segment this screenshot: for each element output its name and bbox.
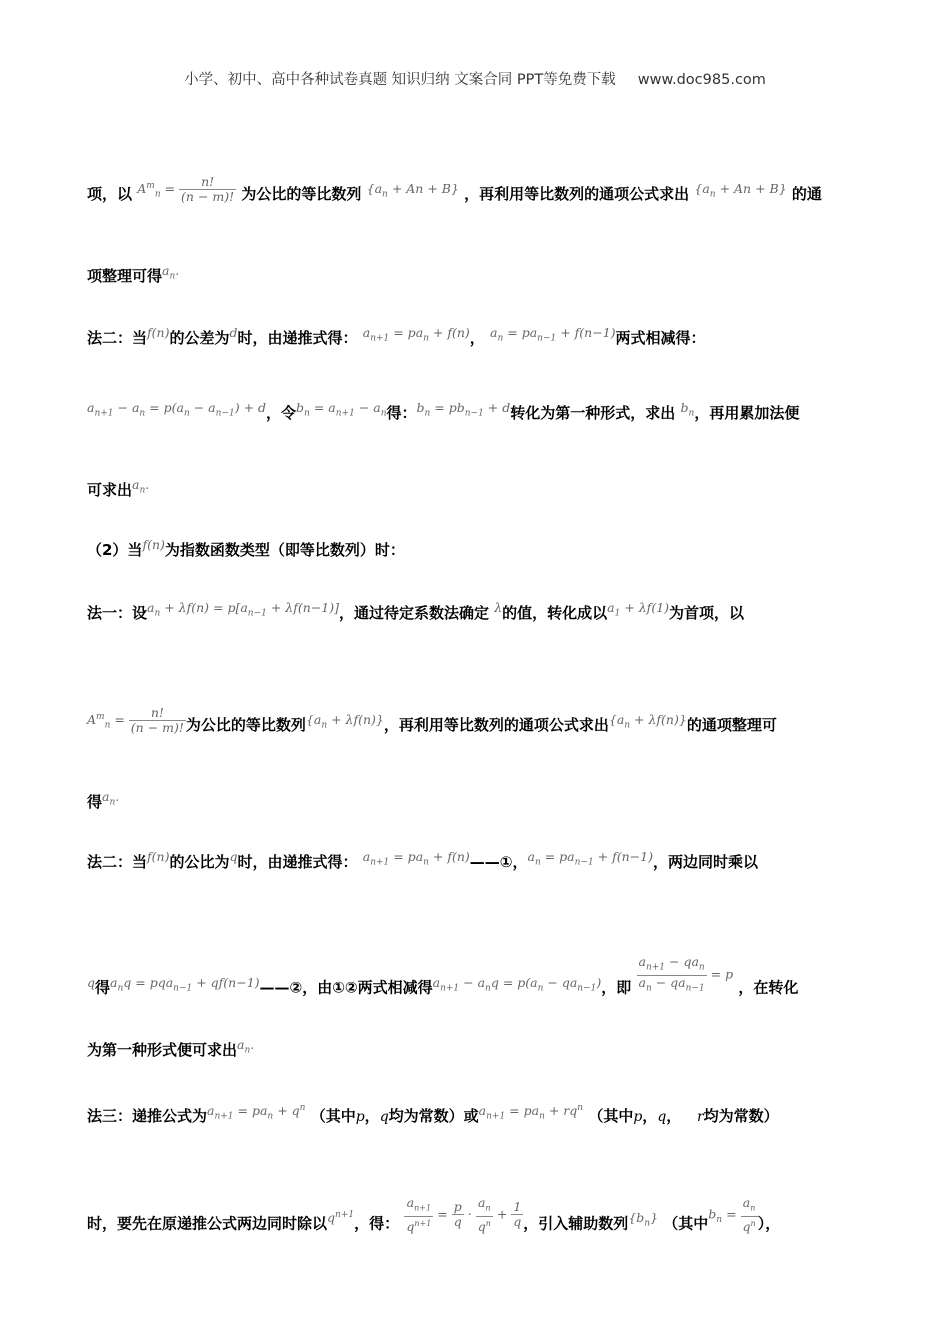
text: ，即 <box>601 978 632 997</box>
text: 为指数函数类型（即等比数列）时： <box>164 541 405 559</box>
math: $b_n = pb_{n-1} + d$ <box>416 400 511 419</box>
math: f(n) <box>142 537 165 552</box>
math: $a_nq = pqa_{n-1} + qf(n-1)$ <box>110 974 260 993</box>
math: $a_n = pa_{n-1} + f(n-1)$ <box>527 849 653 868</box>
text-line-6 <box>87 538 860 560</box>
text: 的通项整理可 <box>686 716 777 734</box>
math: $q^{n+1}$ <box>327 1210 355 1226</box>
text: 法二：当 <box>87 329 148 347</box>
text-line-8 <box>87 706 860 735</box>
page-header <box>0 68 950 89</box>
header-text: 小学、初中、高中各种试卷真题 知识归纳 文案合同 PPT等免费下载 <box>184 72 616 88</box>
text: ，在转化 <box>738 978 799 997</box>
text-line-13 <box>87 1101 860 1126</box>
math: $a_{n+1} = pa_n + f(n)$ <box>362 325 470 344</box>
text: ，两边同时乘以 <box>652 853 758 871</box>
math: q <box>379 1108 389 1125</box>
math: $a_n$. <box>102 789 120 808</box>
text-line-7 <box>87 601 860 623</box>
text: 法三：递推公式为 <box>87 1107 208 1126</box>
math: $b_n$ = $\frac{a_n}{q^n}$ <box>708 1195 756 1234</box>
text-line-12 <box>87 1038 860 1060</box>
math: q <box>657 1108 667 1125</box>
math: q <box>229 849 238 864</box>
fraction: $\frac{n!}{(n - m)!}$ <box>181 174 235 204</box>
text: 时，由递推式得： <box>237 853 358 871</box>
math: $a_{n+1} = pa_n + q^n$ <box>207 1103 306 1122</box>
math: $a_{n+1} = pa_n + f(n)$ <box>362 849 470 868</box>
text: 时，由递推式得： <box>237 329 358 347</box>
math: d <box>229 325 238 340</box>
text: ，通过待定系数法确定 <box>338 604 489 622</box>
math: p <box>355 1108 365 1125</box>
math: f(n) <box>147 849 170 864</box>
fraction: $\frac{n!}{(n - m)!}$ <box>130 705 184 735</box>
text: ，再用累加法便 <box>694 404 800 422</box>
text: （其中 <box>588 1107 634 1126</box>
text: 时，要先在原递推公式两边同时除以 <box>87 1214 328 1233</box>
text: 的公差为 <box>169 329 230 347</box>
text: 得： <box>386 404 417 422</box>
text: 法二：当 <box>87 853 148 871</box>
text: 项，以 <box>87 185 133 203</box>
math: $a_n + \lambda f(n) = p[a_{n-1} + \lambda f(n-1)]$ <box>147 600 339 619</box>
formula-A: $A^m_n$ = $\frac{n!}{(n - m)!}$ <box>137 174 235 204</box>
text: ——②，由①②两式相减得 <box>259 978 433 997</box>
text-line-1 <box>87 175 860 204</box>
formula-A: $A^m_n$ = $\frac{n!}{(n - m)!}$ <box>87 705 184 735</box>
text: 转化为第一种形式，求出 <box>510 404 676 422</box>
text: 的公比为 <box>169 853 230 871</box>
text: 法一：设 <box>87 604 148 622</box>
math: p <box>633 1108 643 1125</box>
text: 可求出 <box>87 481 133 499</box>
text: 项整理可得 <box>87 267 163 285</box>
text: 的值，转化成以 <box>502 604 608 622</box>
text-line-5 <box>87 478 860 500</box>
text-line-11 <box>87 955 860 998</box>
text: 均为常数）或 <box>388 1107 479 1126</box>
text: 为公比的等比数列 <box>185 716 306 734</box>
math: $\{b_n\}$ <box>628 1210 659 1229</box>
text: 得 <box>95 978 111 997</box>
math: $a_n$. <box>162 263 180 282</box>
math: $a_n$. <box>237 1037 255 1056</box>
text: 均为常数） <box>703 1107 779 1126</box>
text: ，再利用等比数列的通项公式求出 <box>383 716 609 734</box>
text: 为公比的等比数列 <box>241 185 362 203</box>
text-line-2 <box>87 264 860 286</box>
text: ——①， <box>469 853 528 871</box>
math: q <box>87 974 96 990</box>
text: ，令 <box>266 404 297 422</box>
text-line-10 <box>87 850 860 872</box>
math: f(n) <box>147 325 170 340</box>
fraction-ratio: $\frac{a_{n+1} - qa_n}{a_n - qa_{n-1}}$ = p <box>638 954 734 993</box>
text: ， <box>666 1107 682 1126</box>
text: ，得： <box>354 1214 400 1233</box>
text: （其中 <box>663 1214 709 1233</box>
text-line-3 <box>87 326 860 348</box>
fraction-equation: $\frac{a_{n+1}}{q^{n+1}}$ = $\frac{p}{q}$ · $\frac{a_n}{q^n}$ + $\frac{1}{q}$ <box>406 1195 522 1234</box>
text: ， <box>364 1107 380 1126</box>
text: 为首项，以 <box>669 604 745 622</box>
text: ， <box>469 329 485 347</box>
math: r <box>696 1108 704 1125</box>
text: 的通 <box>791 185 822 203</box>
math: $\{a_n + An + B\}$ <box>694 181 787 200</box>
math: $a_n = pa_{n-1} + f(n-1)$ <box>490 325 616 344</box>
text: ，再利用等比数列的通项公式求出 <box>464 185 690 203</box>
text: 两式相减得： <box>615 329 706 347</box>
math: $\{a_n + \lambda f(n)\}$ <box>305 712 384 731</box>
text-line-14 <box>87 1196 860 1234</box>
math: λ <box>494 600 503 615</box>
text: 得 <box>87 793 103 811</box>
header-url: www.doc985.com <box>637 72 766 88</box>
text-line-9 <box>87 790 860 812</box>
math: $a_{n+1} - a_n = p(a_n - a_{n-1}) + d$ <box>87 400 267 419</box>
math: $a_1 + \lambda f(1)$ <box>607 600 670 619</box>
math: $\{a_n + \lambda f(n)\}$ <box>608 712 687 731</box>
math: $\{a_n + An + B\}$ <box>366 181 459 200</box>
math: $a_n$. <box>132 477 150 496</box>
math: $a_{n+1} = pa_n + rq^n$ <box>478 1103 584 1122</box>
math: $b_n$ <box>680 400 695 419</box>
text: 为第一种形式便可求出 <box>87 1041 238 1059</box>
math: $b_n = a_{n+1} - a_n$ <box>296 400 387 419</box>
text: ，引入辅助数列 <box>523 1214 629 1233</box>
text-line-4 <box>87 401 860 423</box>
math: $a_{n+1} - a_nq = p(a_n - qa_{n-1})$ <box>432 974 602 993</box>
text: ， <box>642 1107 658 1126</box>
text: （2）当 <box>87 541 143 559</box>
text: ）， <box>757 1214 781 1233</box>
text: （其中 <box>310 1107 356 1126</box>
